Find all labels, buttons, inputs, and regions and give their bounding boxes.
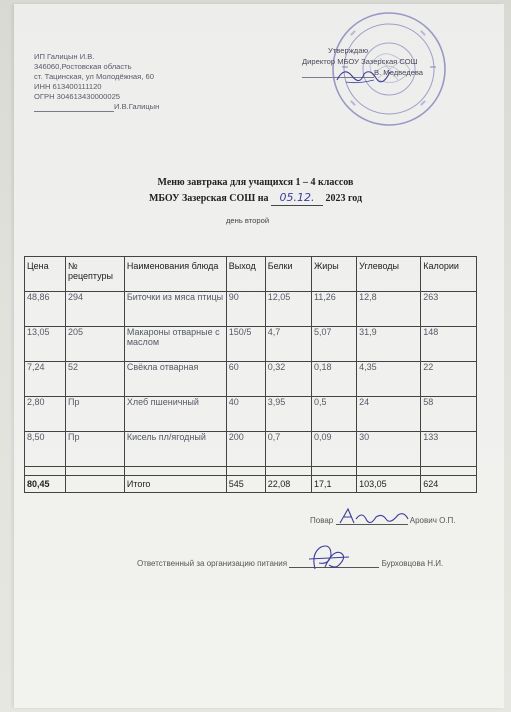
table-row (25, 432, 477, 467)
cell-portion: 200 (226, 432, 265, 467)
signature-blank (34, 103, 114, 112)
responsible-signature-blank (289, 557, 379, 568)
table-total-row (25, 476, 477, 493)
cell-protein: 12,05 (265, 292, 311, 327)
responsible-signature-scribble-icon (307, 543, 353, 573)
responsible-signature-line (137, 557, 443, 568)
table-spacer-row (25, 467, 477, 476)
org-signatory: И.В.Галицын (114, 102, 160, 111)
header-fat: Жиры (311, 257, 356, 292)
cell-recipe: Пр (65, 397, 124, 432)
menu-table (24, 256, 477, 493)
cell-dish-name: Свёкла отварная (124, 362, 226, 397)
cell-calories: 22 (421, 362, 477, 397)
cell-carbs: 24 (357, 397, 421, 432)
responsible-label: Ответственный за организацию питания (137, 559, 288, 568)
responsible-name: Бурховцова Н.И. (381, 559, 444, 568)
cell-fat: 0,09 (311, 432, 356, 467)
cell-protein: 3,95 (265, 397, 311, 432)
approval-position: Директор МБОУ Зазерская СОШ (302, 57, 418, 66)
menu-title: Меню завтрака для учащихся 1 – 4 классов (157, 177, 354, 188)
cell-calories: 148 (421, 327, 477, 362)
total-fat: 17,1 (311, 476, 356, 493)
cell-protein: 0,32 (265, 362, 311, 397)
school-name: МБОУ Зазерская СОШ на (148, 193, 269, 204)
cell-fat: 5,07 (311, 327, 356, 362)
total-price: 80,45 (25, 476, 66, 493)
day-label: день второй (226, 216, 270, 225)
cell-recipe: 52 (65, 362, 124, 397)
cell-portion: 40 (226, 397, 265, 432)
cook-name: Арович О.П. (409, 516, 456, 525)
cook-label: Повар (310, 516, 334, 525)
cell-price: 7,24 (25, 362, 66, 397)
cell-calories: 133 (421, 432, 477, 467)
cell-portion: 150/5 (226, 327, 265, 362)
cell-fat: 0,18 (311, 362, 356, 397)
cell-dish-name: Хлеб пшеничный (124, 397, 226, 432)
cell-protein: 0,7 (265, 432, 311, 467)
org-address-1: 346060,Ростовская область (34, 62, 132, 71)
organization-details (34, 52, 159, 112)
cell-price: 2,80 (25, 397, 66, 432)
org-ogrn: ОГРН 304613430000025 (34, 92, 121, 101)
year-label: 2023 год (325, 193, 363, 204)
cell-recipe: Пр (65, 432, 124, 467)
header-recipe: № рецептуры (65, 257, 124, 292)
cell-carbs: 4,35 (357, 362, 421, 397)
table-header-row (25, 257, 477, 292)
org-signature-line (34, 102, 159, 112)
cell-recipe: 294 (65, 292, 124, 327)
total-calories: 624 (421, 476, 477, 493)
cook-signature-line (310, 514, 456, 525)
header-price: Цена (25, 257, 66, 292)
cook-signature-blank (336, 514, 408, 525)
cell-fat: 0,5 (311, 397, 356, 432)
header-portion: Выход (226, 257, 265, 292)
cell-dish-name: Макароны отварные с маслом (124, 327, 226, 362)
total-protein: 22,08 (265, 476, 311, 493)
header-dish-name: Наименования блюда (124, 257, 226, 292)
cell-carbs: 30 (357, 432, 421, 467)
cell-recipe: 205 (65, 327, 124, 362)
total-recipe (65, 476, 124, 493)
total-portion: 545 (226, 476, 265, 493)
approval-title: Утверждаю (328, 46, 369, 55)
header-protein: Белки (265, 257, 311, 292)
org-name: ИП Галицын И.В. (34, 52, 95, 61)
director-signature-scribble-icon (334, 64, 394, 86)
org-inn: ИНН 613400111120 (34, 82, 102, 91)
cell-price: 13,05 (25, 327, 66, 362)
cell-price: 8,50 (25, 432, 66, 467)
cell-protein: 4,7 (265, 327, 311, 362)
total-carbs: 103,05 (357, 476, 421, 493)
table-row (25, 292, 477, 327)
menu-subtitle (0, 193, 511, 206)
total-label: Итого (124, 476, 226, 493)
cell-carbs: 12,8 (357, 292, 421, 327)
table-row (25, 397, 477, 432)
cell-fat: 11,26 (311, 292, 356, 327)
cell-dish-name: Биточки из мяса птицы (124, 292, 226, 327)
menu-date: 05.12. (271, 193, 323, 206)
cell-price: 48,86 (25, 292, 66, 327)
cell-calories: 58 (421, 397, 477, 432)
table-row (25, 327, 477, 362)
header-carbs: Углеводы (357, 257, 421, 292)
cell-portion: 60 (226, 362, 265, 397)
cell-portion: 90 (226, 292, 265, 327)
cell-carbs: 31,9 (357, 327, 421, 362)
director-name: В. Медведева (374, 68, 424, 77)
cook-signature-scribble-icon (336, 505, 412, 527)
cell-calories: 263 (421, 292, 477, 327)
header-calories: Калории (421, 257, 477, 292)
cell-dish-name: Кисель пл/ягодный (124, 432, 226, 467)
org-address-2: ст. Тацинская, ул Молодёжная, 60 (34, 72, 154, 81)
table-row (25, 362, 477, 397)
